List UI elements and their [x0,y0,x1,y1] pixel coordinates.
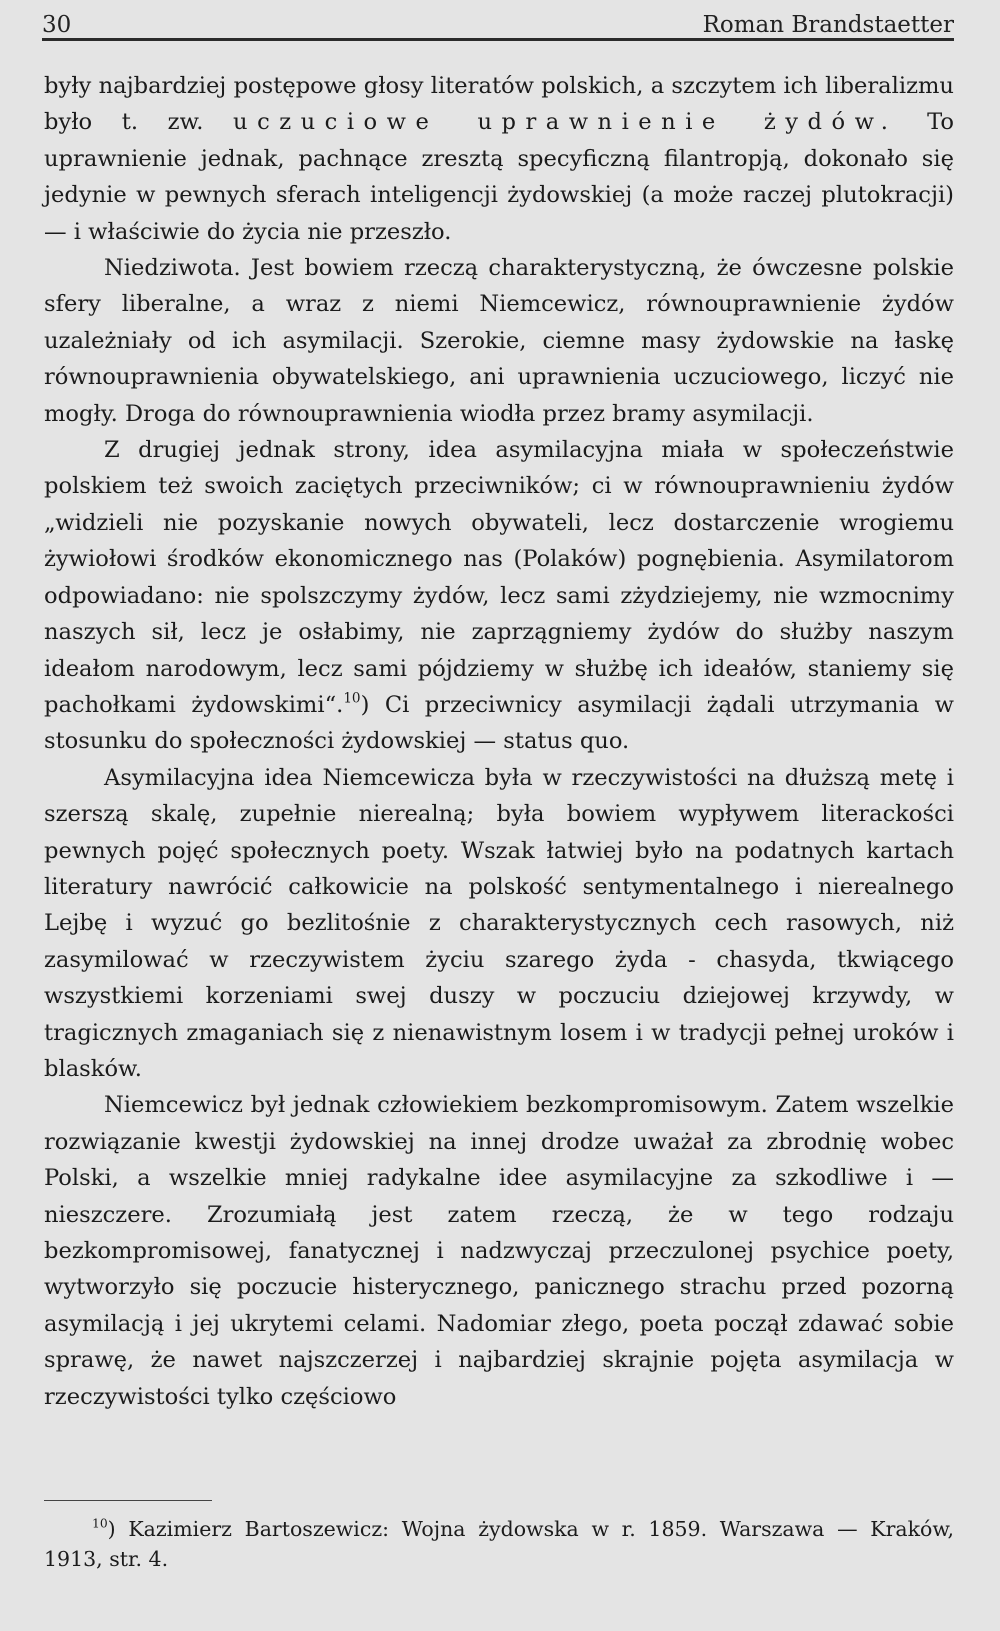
paragraph-1 [44,68,954,250]
paragraph-3-text-a: Z drugiej jednak strony, idea asymilacyjna miała w społeczeństwie polskiem też swoich zaciętych przeciwników; ci w równouprawnieniu żydów „widzieli nie pozyskanie nowych obywateli, lecz dostarczenie wrogiemu żywiołowi środków ekonomicznego nas (Polaków) pognębienia. Asymilatorom odpowiadano: nie spolszczymy żydów, lecz sami zżydziejemy, nie wzmocnimy naszych sił, lecz je osłabimy, nie zaprzągniemy żydów do służby naszym ideałom narodowym, lecz sami pójdziemy w służbę ich ideałów, staniemy się pachołkami żydowskimi“. [44,437,954,718]
body-text [44,68,954,1415]
footnote-text: ) Kazimierz Bartoszewicz: Wojna żydowska w r. 1859. Warszawa — Kraków, 1913, str. 4. [44,1517,954,1571]
footnote-rule [44,1500,212,1501]
running-header [42,6,954,38]
paragraph-1-text-a: były najbardziej postępowe głosy literatów polskich, a szczytem ich liberalizmu było t. zw. [44,73,954,136]
paragraph-3-text-b: ) Ci przeciwnicy asymilacji żądali utrzymania w stosunku do społeczności żydowskiej — status quo. [44,691,954,755]
paragraph-4: Asymilacyjna idea Niemcewicza była w rzeczywistości na dłuższą metę i szerszą skalę, zupełnie nierealną; była bowiem wypływem literackości pewnych pojęć społecznych poety. Wszak łatwiej było na podatnych kartach literatury nawrócić całkowicie na polskość sentymentalnego i nierealnego Lejbę i wyzuć go bezlitośnie z charakterystycznych cech rasowych, niż zasymilować w rzeczywistem życiu szarego żyda - chasyda, tkwiącego wszystkiemi korzeniami swej duszy w poczuciu dziejowej krzywdy, w tragicznych zmaganiach się z nienawistnym losem i w tradycji pełnej uroków i blasków. [44,764,954,1082]
footnote [44,1514,954,1574]
running-head-author: Roman Brandstaetter [702,12,954,38]
paragraph-5: Niemcewicz był jednak człowiekiem bezkompromisowym. Zatem wszelkie rozwiązanie kwestji żydowskiej na innej drodze uważał za zbrodnię wobec Polski, a wszelkie mniej radykalne idee asymilacyjne za szkodliwe i — nieszczere. Zrozumiałą jest zatem rzeczą, że w tego rodzaju bezkompromisowej, fanatycznej i nadzwyczaj przeczulonej psychice poety, wytworzyło się poczucie histerycznego, panicznego strachu przed pozorną asymilacją i jej ukrytemi celami. Nadomiar złego, poeta począł zdawać sobie sprawę, że nawet najszczerzej i najbardziej skrajnie pojęta asymilacja w rzeczywistości tylko częściowo [44,1092,954,1410]
paragraph-1-text-b: To uprawnienie jednak, pachnące zresztą specyficzną filantropją, dokonało się jedynie w pewnych sferach inteligencji żydowskiej (a może raczej plutokracji) — i właściwie do życia nie przeszło. [44,109,954,245]
footnote-10 [44,1514,954,1574]
footnote-marker: 10 [92,1516,108,1531]
paragraph-2: Niedziwota. Jest bowiem rzeczą charakterystyczną, że ówczesne polskie sfery liberalne, a wraz z niemi Niemcewicz, równouprawnienie żydów uzależniały od ich asymilacji. Szerokie, ciemne masy żydowskie na łaskę równouprawnienia obywatelskiego, ani uprawnienia uczuciowego, liczyć nie mogły. Droga do równouprawnienia wiodła przez bramy asymilacji. [44,255,954,427]
paragraph-3 [44,432,954,760]
paragraph-1-emphasis: uczuciowe uprawnienie żydów. [233,109,898,136]
header-rule [42,38,954,41]
footnote-reference: 10 [343,690,361,707]
page-number: 30 [42,12,72,38]
